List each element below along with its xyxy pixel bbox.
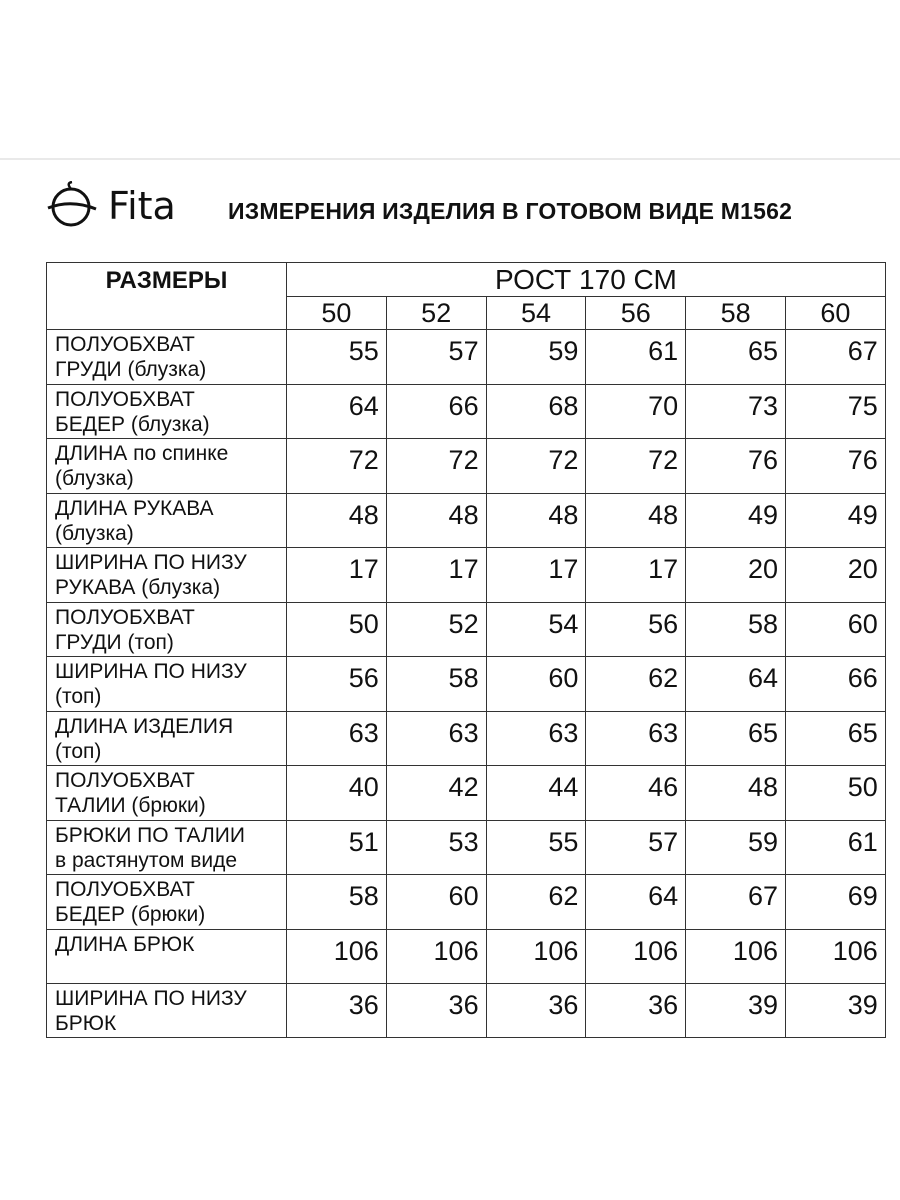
- fita-logo-icon: [46, 181, 100, 231]
- value-cell: 64: [586, 875, 686, 930]
- value-cell: 42: [386, 766, 486, 821]
- value-cell: 56: [287, 657, 387, 712]
- value-cell: 63: [386, 711, 486, 766]
- value-cell: 60: [785, 602, 885, 657]
- table-row: [47, 983, 886, 1037]
- sizes-header-label: РАЗМЕРЫ: [47, 263, 287, 330]
- value-cell: 20: [686, 548, 786, 603]
- value-cell: 49: [686, 493, 786, 548]
- value-cell: 76: [785, 439, 885, 494]
- row-label-line: ДЛИНА по спинке: [55, 442, 229, 465]
- value-cell: 61: [785, 820, 885, 875]
- value-cell: 106: [386, 929, 486, 983]
- value-cell: 63: [287, 711, 387, 766]
- value-cell: 53: [386, 820, 486, 875]
- table-row: [47, 711, 886, 766]
- table-row: [47, 929, 886, 983]
- table-row: [47, 493, 886, 548]
- size-header-cell: 54: [486, 297, 586, 330]
- value-cell: 48: [287, 493, 387, 548]
- value-cell: 65: [785, 711, 885, 766]
- row-label: [47, 711, 287, 766]
- value-cell: 36: [586, 983, 686, 1037]
- value-cell: 72: [287, 439, 387, 494]
- value-cell: 50: [287, 602, 387, 657]
- value-cell: 69: [785, 875, 885, 930]
- row-label: [47, 330, 287, 385]
- value-cell: 67: [686, 875, 786, 930]
- row-label-line: ДЛИНА БРЮК: [55, 932, 195, 956]
- table-row: [47, 384, 886, 439]
- value-cell: 72: [386, 439, 486, 494]
- row-label-line: ПОЛУОБХВАТ: [55, 878, 195, 901]
- value-cell: 64: [287, 384, 387, 439]
- row-label-line: БЕДЕР (блузка): [55, 412, 210, 436]
- value-cell: 54: [486, 602, 586, 657]
- value-cell: 60: [486, 657, 586, 712]
- row-label: [47, 766, 287, 821]
- height-header: РОСТ 170 СМ: [287, 263, 886, 297]
- value-cell: 39: [686, 983, 786, 1037]
- row-label-line: ПОЛУОБХВАТ: [55, 605, 195, 629]
- value-cell: 72: [586, 439, 686, 494]
- row-label-line: ШИРИНА ПО НИЗУ: [55, 986, 247, 1010]
- value-cell: 106: [287, 929, 387, 983]
- table-row: [47, 875, 886, 930]
- value-cell: 73: [686, 384, 786, 439]
- table-row: [47, 439, 886, 494]
- brand-name: Fita: [108, 184, 176, 228]
- value-cell: 60: [386, 875, 486, 930]
- value-cell: 55: [486, 820, 586, 875]
- value-cell: 59: [486, 330, 586, 385]
- value-cell: 44: [486, 766, 586, 821]
- value-cell: 48: [386, 493, 486, 548]
- value-cell: 55: [287, 330, 387, 385]
- value-cell: 106: [486, 929, 586, 983]
- value-cell: 64: [686, 657, 786, 712]
- value-cell: 67: [785, 330, 885, 385]
- row-label-line: БРЮК: [55, 1011, 117, 1035]
- row-label-line: (блузка): [55, 521, 134, 545]
- value-cell: 62: [486, 875, 586, 930]
- value-cell: 58: [287, 875, 387, 930]
- value-cell: 46: [586, 766, 686, 821]
- row-label-line: ГРУДИ (топ): [55, 630, 174, 654]
- row-label-line: РУКАВА (блузка): [55, 576, 221, 599]
- value-cell: 17: [386, 548, 486, 603]
- row-label-line: (блузка): [55, 467, 134, 490]
- value-cell: 63: [586, 711, 686, 766]
- row-label-line: БРЮКИ ПО ТАЛИИ: [55, 823, 245, 847]
- row-label-line: БЕДЕР (брюки): [55, 903, 206, 926]
- value-cell: 58: [386, 657, 486, 712]
- value-cell: 17: [586, 548, 686, 603]
- row-label: [47, 439, 287, 494]
- table-row: [47, 820, 886, 875]
- row-label: [47, 548, 287, 603]
- value-cell: 76: [686, 439, 786, 494]
- size-header-cell: 60: [785, 297, 885, 330]
- size-table: [46, 262, 886, 1038]
- value-cell: 68: [486, 384, 586, 439]
- value-cell: 50: [785, 766, 885, 821]
- row-label: [47, 929, 287, 983]
- row-label: [47, 493, 287, 548]
- table-row: [47, 602, 886, 657]
- value-cell: 63: [486, 711, 586, 766]
- row-label: [47, 983, 287, 1037]
- value-cell: 51: [287, 820, 387, 875]
- row-label: [47, 657, 287, 712]
- document-header: [46, 178, 866, 238]
- value-cell: 57: [586, 820, 686, 875]
- row-label-line: (топ): [55, 685, 102, 708]
- value-cell: 57: [386, 330, 486, 385]
- value-cell: 48: [586, 493, 686, 548]
- row-label: [47, 820, 287, 875]
- value-cell: 36: [486, 983, 586, 1037]
- value-cell: 106: [686, 929, 786, 983]
- row-label: [47, 875, 287, 930]
- value-cell: 65: [686, 330, 786, 385]
- table-row: [47, 657, 886, 712]
- value-cell: 61: [586, 330, 686, 385]
- value-cell: 58: [686, 602, 786, 657]
- value-cell: 49: [785, 493, 885, 548]
- value-cell: 59: [686, 820, 786, 875]
- value-cell: 48: [686, 766, 786, 821]
- page-title: ИЗМЕРЕНИЯ ИЗДЕЛИЯ В ГОТОВОМ ВИДЕ М1562: [228, 198, 793, 224]
- value-cell: 66: [386, 384, 486, 439]
- value-cell: 106: [586, 929, 686, 983]
- row-label-line: ШИРИНА ПО НИЗУ: [55, 660, 247, 683]
- value-cell: 52: [386, 602, 486, 657]
- value-cell: 75: [785, 384, 885, 439]
- top-band: [0, 0, 900, 160]
- value-cell: 62: [586, 657, 686, 712]
- brand-logo: [46, 178, 176, 234]
- value-cell: 36: [287, 983, 387, 1037]
- row-label: [47, 602, 287, 657]
- row-label-line: ШИРИНА ПО НИЗУ: [55, 551, 247, 574]
- table-row: [47, 548, 886, 603]
- table-row: [47, 330, 886, 385]
- row-label-line: ГРУДИ (блузка): [55, 358, 207, 381]
- value-cell: 72: [486, 439, 586, 494]
- value-cell: 17: [287, 548, 387, 603]
- size-header-cell: 58: [686, 297, 786, 330]
- value-cell: 106: [785, 929, 885, 983]
- row-label-line: ПОЛУОБХВАТ: [55, 387, 195, 411]
- value-cell: 36: [386, 983, 486, 1037]
- value-cell: 56: [586, 602, 686, 657]
- row-label-line: ПОЛУОБХВАТ: [55, 333, 195, 356]
- row-label-line: в растянутом виде: [55, 848, 238, 872]
- value-cell: 40: [287, 766, 387, 821]
- row-label: [47, 384, 287, 439]
- value-cell: 20: [785, 548, 885, 603]
- value-cell: 39: [785, 983, 885, 1037]
- size-header-cell: 56: [586, 297, 686, 330]
- header-row-height: [47, 263, 886, 297]
- size-header-cell: 50: [287, 297, 387, 330]
- value-cell: 65: [686, 711, 786, 766]
- row-label-line: ДЛИНА ИЗДЕЛИЯ: [55, 714, 234, 738]
- row-label-line: ДЛИНА РУКАВА: [55, 496, 214, 520]
- value-cell: 48: [486, 493, 586, 548]
- size-header-cell: 52: [386, 297, 486, 330]
- row-label-line: ПОЛУОБХВАТ: [55, 769, 195, 792]
- row-label-line: (топ): [55, 739, 102, 763]
- row-label-line: ТАЛИИ (брюки): [55, 794, 206, 817]
- value-cell: 17: [486, 548, 586, 603]
- value-cell: 70: [586, 384, 686, 439]
- value-cell: 66: [785, 657, 885, 712]
- table-row: [47, 766, 886, 821]
